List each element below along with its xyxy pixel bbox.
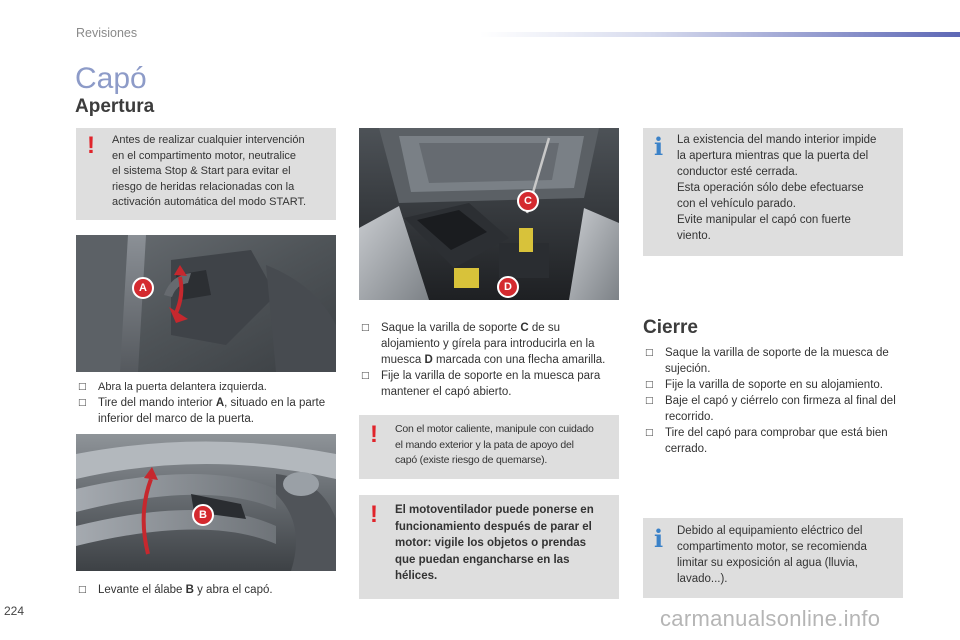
warning-icon: ! — [370, 421, 378, 448]
callout-b: B — [192, 504, 214, 526]
callout-a: A — [132, 277, 154, 299]
step-lift-latch: □ Levante el álabe B y abra el capó. — [78, 582, 336, 598]
step-open-door: □ Abra la puerta delantera izquierda. — [78, 379, 336, 395]
cierre-heading: Cierre — [643, 317, 698, 338]
info-interior-control-text: La existencia del mando interior impide la apertura mientras que la puerta del conductor esté cerrada. Esta operación sólo debe efectuarse con el vehículo parado. Evite manipular el capó con fuerte viento. — [677, 134, 877, 242]
info-icon: i — [654, 524, 664, 553]
cierre-step: □ Tire del capó para comprobar que está bien cerrado. — [645, 425, 905, 457]
warning-fan-box — [359, 495, 619, 599]
section-label: Revisiones — [76, 26, 138, 40]
step-fix-stay: □ Fije la varilla de soporte en la muesca para mantener el capó abierto. — [361, 368, 619, 400]
page-title: Capó — [75, 62, 147, 95]
cierre-step: □ Baje el capó y ciérrelo con firmeza al final del recorrido. — [645, 393, 905, 425]
warning-hot-engine-box — [359, 415, 619, 479]
apertura-steps-1 — [78, 379, 336, 427]
callout-d: D — [497, 276, 519, 298]
warning-fan-text: El motoventilador puede ponerse en funcionamiento después de parar el motor: vigile los objetos o prendas que puedan engancharse en las hélices. — [395, 504, 594, 582]
interior-handle-image — [76, 235, 336, 372]
warning-icon: ! — [370, 501, 378, 528]
page-number: 224 — [4, 604, 25, 618]
apertura-steps-3 — [361, 320, 619, 400]
cierre-step: □ Saque la varilla de soporte de la muesca de sujeción. — [645, 345, 905, 377]
warning-icon: ! — [87, 132, 95, 159]
watermark: carmanualsonline.info — [660, 606, 881, 631]
info-water-box — [643, 518, 903, 598]
hood-latch-image — [76, 434, 336, 571]
engine-bay-image — [359, 128, 619, 300]
cierre-steps — [645, 345, 905, 457]
step-remove-stay: □ Saque la varilla de soporte C de su alojamiento y gírela para introducirla en la muesca D marcada con una flecha amarilla. — [361, 320, 619, 368]
step-pull-handle: □ Tire del mando interior A, situado en la parte inferior del marco de la puerta. — [78, 395, 336, 427]
cierre-step: □ Fije la varilla de soporte en su alojamiento. — [645, 377, 905, 393]
info-interior-control-box — [643, 128, 903, 256]
header-rule — [480, 32, 960, 37]
warning-stop-start-box — [76, 128, 336, 220]
apertura-heading: Apertura — [75, 96, 155, 117]
warning-hot-engine-text: Con el motor caliente, manipule con cuidado el mando exterior y la pata de apoyo del capó (existe riesgo de quemarse). — [395, 423, 594, 466]
info-water-text: Debido al equipamiento eléctrico del compartimento motor, se recomienda limitar su exposición al agua (lluvia, lavado...). — [677, 525, 867, 585]
info-icon: i — [654, 132, 664, 161]
apertura-steps-2 — [78, 582, 336, 598]
warning-stop-start-text: Antes de realizar cualquier intervención en el compartimento motor, neutralice el sistema Stop & Start para evitar el riesgo de heridas relacionadas con la activación automática del modo START. — [112, 134, 307, 208]
callout-c: C — [517, 190, 539, 212]
